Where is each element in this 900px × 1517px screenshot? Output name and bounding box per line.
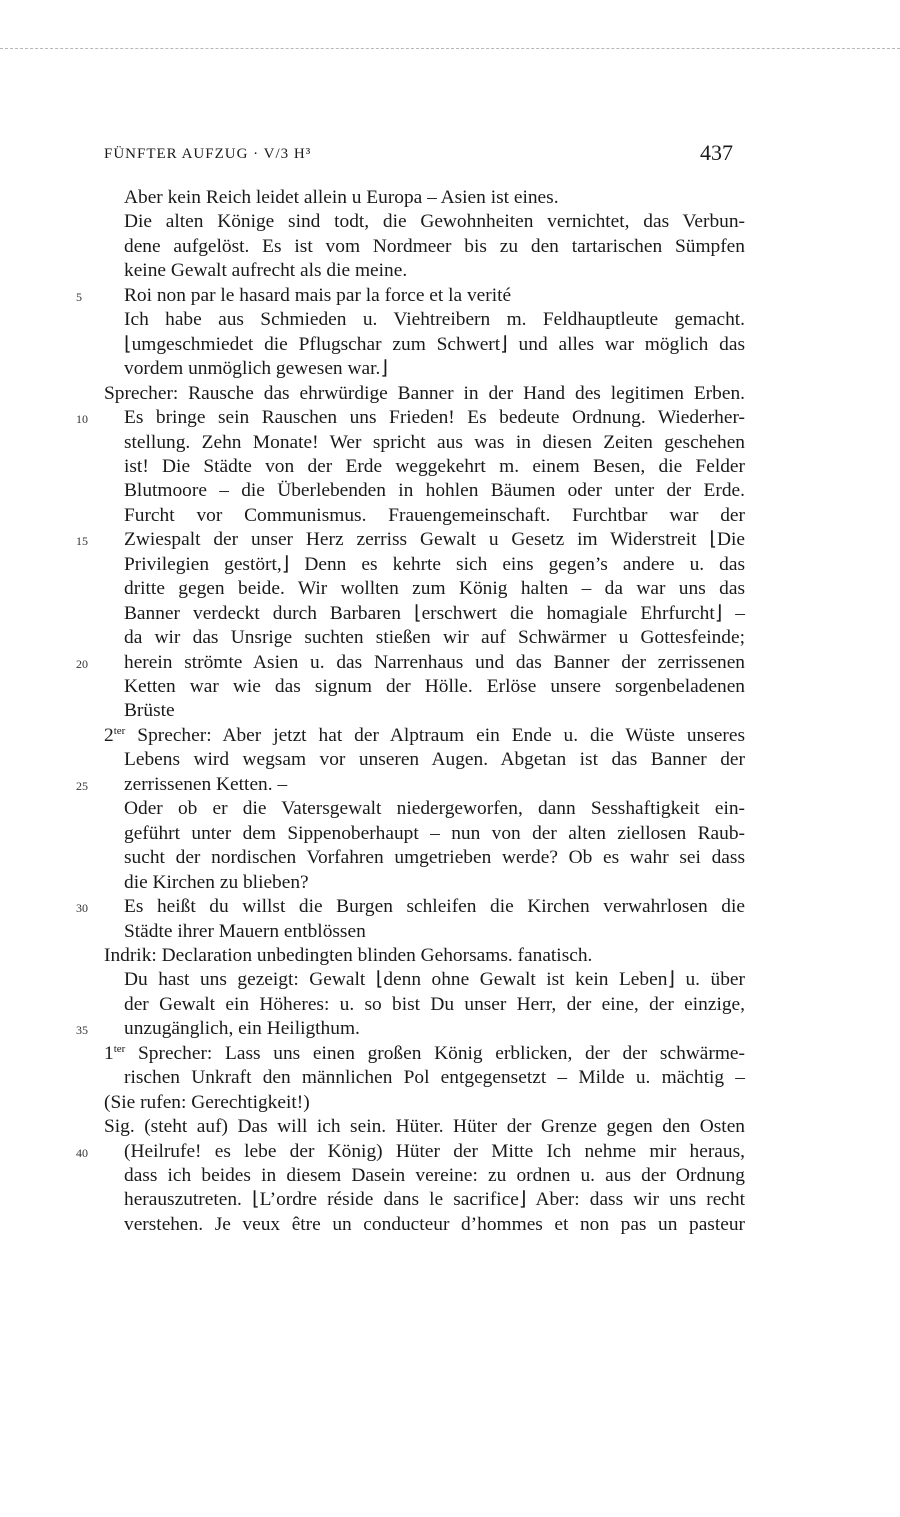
- text-line: [104, 1042, 745, 1066]
- line-text: Zwiespalt der unser Herz zerriss Gewalt u Gesetz im Widerstreit ⌊Die: [124, 529, 745, 551]
- text-line: [124, 773, 287, 797]
- line-number: 10: [76, 412, 88, 427]
- text-line: [124, 186, 559, 210]
- text-line: [124, 699, 175, 723]
- line-text: Indrik: Declaration unbedingten blinden Gehorsams. fanatisch.: [104, 944, 593, 966]
- top-rule: [0, 48, 900, 49]
- text-line: [124, 455, 745, 479]
- line-text: Blutmoore – die Überlebenden in hohlen Bäumen oder unter der Erde.: [124, 480, 745, 502]
- text-line: [124, 235, 745, 259]
- text-line: [124, 333, 745, 357]
- line-text: geführt unter dem Sippenoberhaupt – nun von der alten ziellosen Raub-: [124, 822, 745, 844]
- line-text: Es heißt du willst die Burgen schleifen die Kirchen verwahrlosen die: [124, 896, 745, 918]
- line-text: (Sie rufen: Gerechtigkeit!): [104, 1091, 310, 1113]
- text-line: [124, 406, 745, 430]
- text-line: [124, 626, 745, 650]
- line-text: Privilegien gestört,⌋ Denn es kehrte sich eins gegen’s andere u. das: [124, 553, 745, 575]
- line-number: 35: [76, 1023, 88, 1038]
- line-text: Sprecher: Lass uns einen großen König erblicken, der der schwärme-: [138, 1042, 745, 1064]
- line-number: 20: [76, 656, 88, 671]
- text-line: [124, 602, 745, 626]
- line-text: Es bringe sein Rauschen uns Frieden! Es bedeute Ordnung. Wiederher-: [124, 407, 745, 429]
- line-number: 40: [76, 1145, 88, 1160]
- text-line: [124, 210, 745, 234]
- line-text: Ich habe aus Schmieden u. Viehtreibern m. Feldhauptleute gemacht.: [124, 309, 745, 331]
- line-text: Die alten Könige sind todt, die Gewohnheiten vernichtet, das Verbun-: [124, 211, 745, 233]
- line-text: ist! Die Städte von der Erde weggekehrt m. einem Besen, die Felder: [124, 455, 745, 477]
- line-text: rischen Unkraft den männlichen Pol entgegensetzt – Milde u. mächtig –: [124, 1067, 745, 1089]
- line-text: ⌊umgeschmiedet die Pflugschar zum Schwert⌋ und alles war möglich das: [124, 333, 745, 355]
- line-text: Städte ihrer Mauern entblössen: [124, 920, 366, 942]
- text-line: [124, 1140, 745, 1164]
- line-text: unzugänglich, ein Heiligthum.: [124, 1018, 360, 1040]
- line-text: Du hast uns gezeigt: Gewalt ⌊denn ohne Gewalt ist kein Leben⌋ u. über: [124, 969, 745, 991]
- text-line: [124, 797, 745, 821]
- line-number: 25: [76, 778, 88, 793]
- text-line: [104, 724, 745, 748]
- text-line: [124, 259, 407, 283]
- text-line: [124, 822, 745, 846]
- text-line: [124, 1188, 745, 1212]
- text-line: [124, 895, 745, 919]
- line-text: Sprecher: Aber jetzt hat der Alptraum ein Ende u. die Wüste unseres: [137, 724, 745, 746]
- text-line: [124, 431, 745, 455]
- line-text: die Kirchen zu blieben?: [124, 871, 309, 893]
- text-line: [124, 479, 745, 503]
- text-line: [104, 1115, 745, 1139]
- text-line: [124, 968, 745, 992]
- text-line: [104, 1091, 310, 1115]
- text-line: [124, 871, 309, 895]
- text-line: [124, 651, 745, 675]
- text-line: [124, 357, 388, 381]
- line-text: herauszutreten. ⌊L’ordre réside dans le sacrifice⌋ Aber: dass wir uns recht: [124, 1189, 745, 1211]
- text-line: [124, 528, 745, 552]
- running-head: FÜNFTER AUFZUG · V/3 H³: [104, 146, 312, 162]
- line-text: Aber kein Reich leidet allein u Europa – Asien ist eines.: [124, 187, 559, 208]
- line-text: (Heilrufe! es lebe der König) Hüter der Mitte Ich nehme mir heraus,: [124, 1140, 745, 1162]
- line-text: Furcht vor Communismus. Frauengemeinschaft. Furchtbar war der: [124, 504, 745, 526]
- line-text: stellung. Zehn Monate! Wer spricht aus was in diesen Zeiten geschehen: [124, 431, 745, 453]
- page-number: 437: [700, 140, 733, 165]
- line-text: zerrissenen Ketten. –: [124, 773, 288, 795]
- text-line: [124, 920, 366, 944]
- text-line: [124, 1017, 360, 1041]
- line-text: verstehen. Je veux être un conducteur d’hommes et non pas un pasteur: [124, 1213, 745, 1235]
- text-line: [124, 284, 511, 308]
- text-line: [124, 993, 745, 1017]
- text-line: [124, 1164, 745, 1188]
- line-text: sucht der nordischen Vorfahren umgetrieben werde? Ob es wahr sei dass: [124, 847, 745, 869]
- text-line: [124, 553, 745, 577]
- line-text: Lebens wird wegsam vor unseren Augen. Abgetan ist das Banner der: [124, 749, 745, 771]
- line-text: Ketten war wie das signum der Hölle. Erlöse unsere sorgenbeladenen: [124, 676, 745, 697]
- text-line: [124, 577, 745, 601]
- line-text: da wir das Unsrige suchten stießen wir auf Schwärmer u Gottesfeinde;: [124, 627, 745, 649]
- line-text: dass ich beides in diesem Dasein vereine: zu ordnen u. aus der Ordnung: [124, 1165, 745, 1186]
- line-text: der Gewalt ein Höheres: u. so bist Du unser Herr, der eine, der einzige,: [124, 993, 745, 1015]
- text-line: [124, 748, 745, 772]
- text-line: [104, 944, 592, 968]
- text-line: [124, 504, 745, 528]
- text-line: [124, 308, 745, 332]
- line-number: 15: [76, 534, 88, 549]
- line-text: Sprecher: Rausche das ehrwürdige Banner in der Hand des legitimen Erben.: [104, 382, 745, 404]
- speaker-ordinal: 1: [104, 1042, 114, 1064]
- text-line: [124, 1066, 745, 1090]
- line-text: keine Gewalt aufrecht als die meine.: [124, 260, 408, 282]
- text-line: [124, 675, 745, 699]
- text-line: [124, 1213, 745, 1237]
- line-number: 5: [76, 289, 82, 304]
- line-text: vordem unmöglich gewesen war.⌋: [124, 358, 388, 380]
- line-text: Banner verdeckt durch Barbaren ⌊erschwert die homagiale Ehrfurcht⌋ –: [124, 602, 745, 624]
- line-text: herein strömte Asien u. das Narrenhaus und das Banner der zerrissenen: [124, 651, 745, 673]
- line-text: Oder ob er die Vatersgewalt niedergeworfen, dann Sesshaftigkeit ein-: [124, 798, 745, 820]
- line-text: dritte gegen beide. Wir wollten zum König halten – da war uns das: [124, 578, 745, 600]
- line-text: Sig. (steht auf) Das will ich sein. Hüter. Hüter der Grenze gegen den Osten: [104, 1116, 745, 1138]
- ordinal-suffix: ter: [113, 1042, 126, 1055]
- ordinal-suffix: ter: [113, 724, 126, 737]
- text-line: [124, 846, 745, 870]
- speaker-ordinal: 2: [104, 724, 114, 746]
- line-text: Roi non par le hasard mais par la force et la verité: [124, 284, 512, 306]
- text-line: [104, 382, 745, 406]
- line-text: Brüste: [124, 700, 175, 722]
- line-text: dene aufgelöst. Es ist vom Nordmeer bis zu den tartarischen Sümpfen: [124, 235, 745, 257]
- line-number: 30: [76, 901, 88, 916]
